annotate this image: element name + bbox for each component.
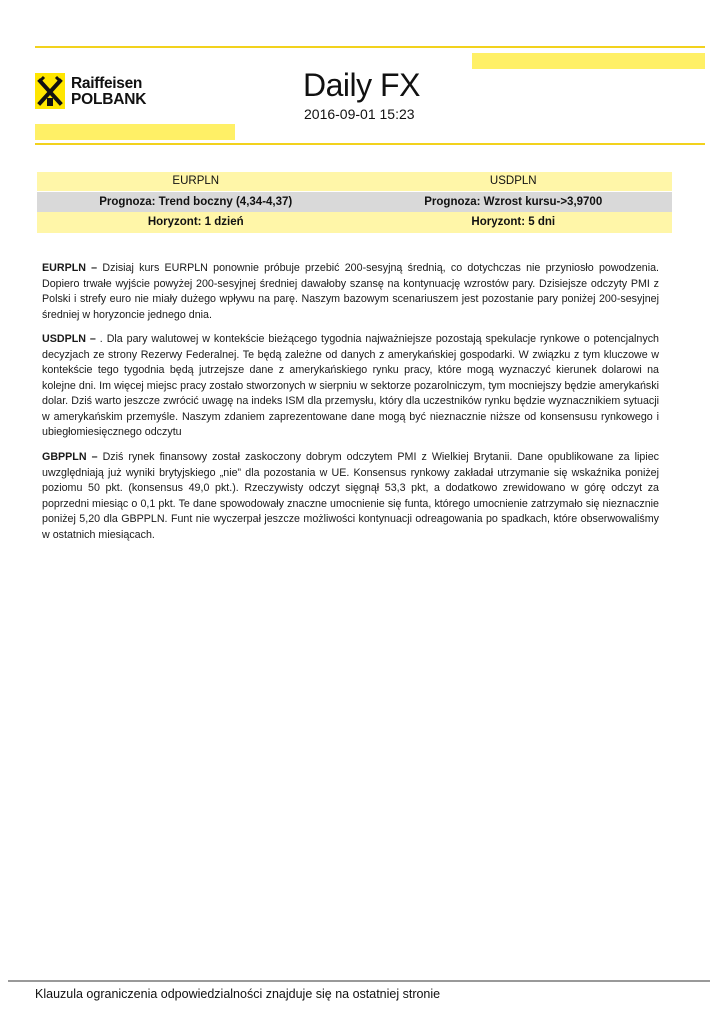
page-title: Daily FX [303,67,420,103]
commentary-text: Dzisiaj kurs EURPLN ponownie próbuje przebić 200-sesyjną średnią, co dotychczas nie przyniosło powodzenia. Dopiero trwałe wyjście powyżej 200-sesyjnej średniej dawałoby szansę na kontynuację wzrostów pary. Dzisiejsze odczyty PMI z Polski i strefy euro nie miały dużego wpływu na parę. Naszym bazowym scenariuszem jest pozostanie pary poniżej 200-sesyjnej średniej w horyzoncie jednego dnia. [42,262,659,321]
commentary-label: GBPPLN – [42,451,98,463]
logo-mark-icon [35,73,65,109]
brand-name: Raiffeisen [71,75,143,92]
forecast-usdpln: Prognoza: Wzrost kursu->3,9700 [424,196,603,208]
header-highlight-left [35,124,235,140]
commentary-label: USDPLN – [42,333,96,345]
header-highlight-right [472,53,705,69]
horizon-eurpln: Horyzont: 1 dzień [147,216,244,228]
raiffeisen-polbank-logo [35,73,157,109]
report-date: 2016-09-01 15:23 [304,106,415,122]
header-bottom-rule [35,143,705,145]
pair-eurpln: EURPLN [172,175,220,187]
commentary-label: EURPLN – [42,262,98,274]
horizon-usdpln: Horyzont: 5 dni [471,216,556,228]
commentary-eurpln [42,261,659,323]
commentary-usdpln [42,332,659,441]
commentary-text: . Dla pary walutowej w kontekście bieżącego tygodnia najważniejsze pozostają spekulacje rynkowe o potencjalnych decyzjach ze strony Rezerwy Federalnej. Te będą zależne od danych z amerykańskiej gospodarki. W związku z tym kluczowe w kontekście tego tygodnia będą jutrzejsze dane z amerykańskiego rynku pracy, które mogą wyznaczyć kierunek dolarowi na kolejne dni. Im więcej miejsc pracy zostało stworzonych w sierpniu w sektorze pozarolniczym, tym mocniejszy będzie amerykański dolar. Dziś warto jeszcze zwrócić uwagę na indeks ISM dla przemysłu, który dla uczestników rynku będzie wyznacznikiem sytuacji w amerykańskim przemyśle. Naszym zdaniem zaprezentowane dane mogą być nieznacznie niższe od konsensusu rynkowego i ubiegłomiesięcznego odczytu [42,333,659,439]
top-rule [35,46,705,48]
pair-usdpln: USDPLN [489,175,537,187]
commentary-gbppln [42,450,659,543]
forecast-table-header [37,172,672,191]
forecast-table-forecast-row [37,192,672,212]
commentary-text: Dziś rynek finansowy został zaskoczony dobrym odczytem PMI z Wielkiej Brytanii. Dane opublikowane za lipiec uwzględniają już wyniki brytyjskiego „nie” dla pozostania w UE. Konsensus rynkowy zakładał utrzymanie się wskaźnika poniżej poziomu 50 pkt. (konsensus 49,0 pkt.). Rzeczywisty odczyt sięgnął 53,3 pkt, a dodatkowo zrewidowano w górę odczyt za poprzedni miesiąc o 0,1 pkt. Te dane spowodowały znaczne umocnienie się funta, którego umocnienie zatrzymało się nieznacznie poniżej 5,20 dla GBPPLN. Funt nie wyczerpał jeszcze możliwości kontynuacji odreagowania po spadkach, które obserwowaliśmy w ostatnich miesiącach. [42,451,659,541]
forecast-eurpln: Prognoza: Trend boczny (4,34-4,37) [99,196,293,208]
brand-subname: POLBANK [71,91,147,108]
disclaimer-note: Klauzula ograniczenia odpowiedzialności znajduje się na ostatniej stronie [35,987,441,1001]
footer-rule [8,980,710,982]
forecast-table-horizon-row [37,212,672,233]
